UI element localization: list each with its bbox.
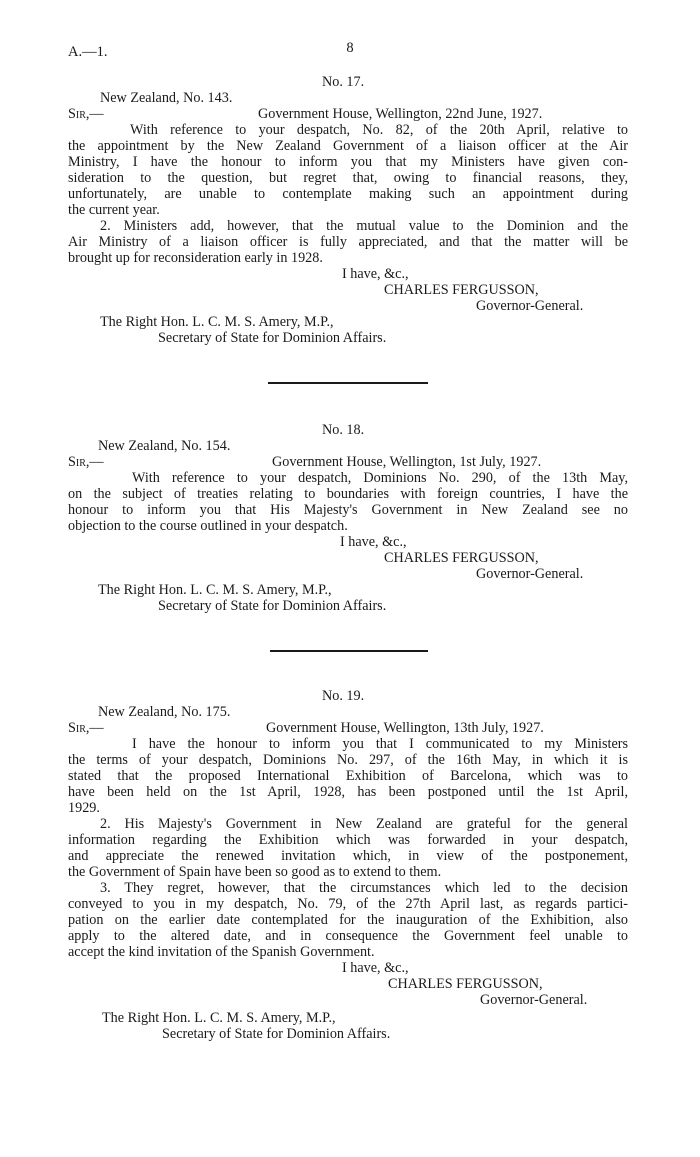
signatory-title: Governor-General. [476, 566, 584, 582]
letter-number: No. 18. [322, 422, 365, 438]
body-line: the appointment by the New Zealand Government of a liaison officer at the Air [68, 138, 628, 154]
body-line: on the subject of treaties relating to boundaries with foreign countries, I have the [68, 486, 628, 502]
recipient: The Right Hon. L. C. M. S. Amery, M.P., [100, 314, 334, 330]
salutation: Sir,— [68, 720, 104, 736]
recipient-office: Secretary of State for Dominion Affairs. [158, 330, 387, 346]
body-line: With reference to your despatch, Dominions No. 290, of the 13th May, [132, 470, 628, 486]
body-line: and appreciate the renewed invitation which, in view of the postponement, [68, 848, 628, 864]
body-line: unfortunately, are unable to contemplate making such an appointment during [68, 186, 628, 202]
body-line: sideration to the question, but regret that, owing to financial reasons, they, [68, 170, 628, 186]
salutation: Sir,— [68, 454, 104, 470]
section-divider [270, 650, 428, 652]
recipient-office: Secretary of State for Dominion Affairs. [158, 598, 387, 614]
body-line: brought up for reconsideration early in 1928. [68, 250, 323, 266]
body-line: objection to the course outlined in your despatch. [68, 518, 348, 534]
letter-reference: New Zealand, No. 175. [98, 704, 231, 720]
body-line: conveyed to you in my despatch, No. 79, of the 27th April last, as regards partici- [68, 896, 628, 912]
signatory-title: Governor-General. [480, 992, 588, 1008]
body-line: 2. Ministers add, however, that the mutual value to the Dominion and the [100, 218, 628, 234]
letter-reference: New Zealand, No. 154. [98, 438, 231, 454]
body-line: the current year. [68, 202, 160, 218]
recipient: The Right Hon. L. C. M. S. Amery, M.P., [98, 582, 332, 598]
body-line: apply to the altered date, and in consequence the Government feel unable to [68, 928, 628, 944]
body-line: With reference to your despatch, No. 82, of the 20th April, relative to [130, 122, 628, 138]
letter-address: Government House, Wellington, 13th July, 1927. [266, 720, 544, 736]
page-number: 8 [346, 40, 354, 56]
body-line: Ministry, I have the honour to inform you that my Ministers have given con- [68, 154, 628, 170]
letter-number: No. 17. [322, 74, 365, 90]
recipient-office: Secretary of State for Dominion Affairs. [162, 1026, 391, 1042]
body-line: 1929. [68, 800, 100, 816]
signatory: CHARLES FERGUSSON, [384, 550, 539, 566]
recipient: The Right Hon. L. C. M. S. Amery, M.P., [102, 1010, 336, 1026]
body-line: 2. His Majesty's Government in New Zealand are grateful for the general [100, 816, 628, 832]
signatory-title: Governor-General. [476, 298, 584, 314]
letter-address: Government House, Wellington, 1st July, 1927. [272, 454, 542, 470]
closing: I have, &c., [342, 960, 409, 976]
body-line: pation on the earlier date contemplated for the inauguration of the Exhibition, also [68, 912, 628, 928]
body-line: the terms of your despatch, Dominions No. 297, of the 16th May, in which it is [68, 752, 628, 768]
body-line: I have the honour to inform you that I communicated to my Ministers [132, 736, 628, 752]
body-line: 3. They regret, however, that the circumstances which led to the decision [100, 880, 628, 896]
body-line: Air Ministry of a liaison officer is fully appreciated, and that the matter will be [68, 234, 628, 250]
closing: I have, &c., [340, 534, 407, 550]
body-line: honour to inform you that His Majesty's Government in New Zealand see no [68, 502, 628, 518]
signatory: CHARLES FERGUSSON, [384, 282, 539, 298]
letter-address: Government House, Wellington, 22nd June, 1927. [258, 106, 543, 122]
signatory: CHARLES FERGUSSON, [388, 976, 543, 992]
body-line: stated that the proposed International Exhibition of Barcelona, which was to [68, 768, 628, 784]
letter-reference: New Zealand, No. 143. [100, 90, 233, 106]
body-line: the Government of Spain have been so good as to extend to them. [68, 864, 442, 880]
body-line: accept the kind invitation of the Spanish Government. [68, 944, 375, 960]
letter-number: No. 19. [322, 688, 365, 704]
body-line: have been held on the 1st April, 1928, has been postponed until the 1st April, [68, 784, 628, 800]
section-divider [268, 382, 428, 384]
series-label: A.—1. [68, 44, 108, 60]
closing: I have, &c., [342, 266, 409, 282]
body-line: information regarding the Exhibition which was forwarded in your despatch, [68, 832, 628, 848]
salutation: Sir,— [68, 106, 104, 122]
